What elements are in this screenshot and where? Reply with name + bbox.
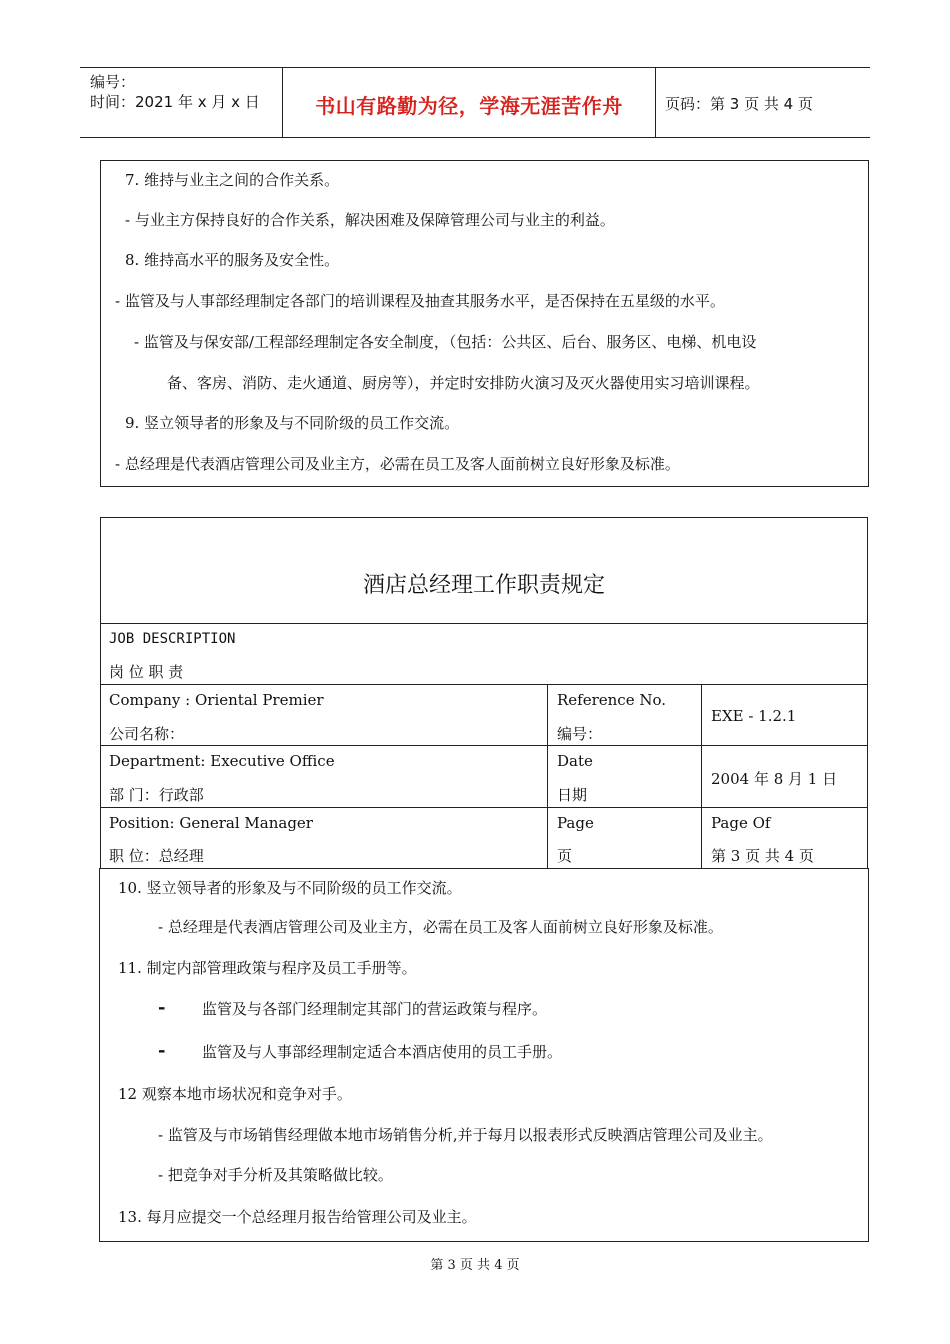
duty-item: 监管及与各部门经理制定其部门的营运政策与程序。 (202, 1000, 548, 1018)
duty-heading: 10. 竖立领导者的形象及与不同阶级的员工作交流。 (118, 879, 462, 897)
reference-cn: 编号： (557, 725, 603, 743)
bullet-dash: - (158, 997, 166, 1018)
department-cn: 部 门：行政部 (109, 786, 204, 804)
reference-value: EXE - 1.2.1 (711, 707, 797, 725)
header-left (90, 72, 260, 112)
page-en: Page (557, 814, 594, 832)
duty-heading: 7. 维持与业主之间的合作关系。 (125, 171, 340, 189)
duties-box-1 (100, 160, 869, 487)
duty-item: - 把竞争对手分析及其策略做比较。 (158, 1166, 393, 1184)
duty-item: - 监管及与人事部经理制定各部门的培训课程及抽查其服务水平，是否保持在五星级的水平。 (115, 292, 725, 310)
page-header (80, 67, 870, 138)
company-en: Company : Oriental Premier (109, 691, 324, 709)
page-cn: 页 (557, 847, 573, 865)
duty-item: 监管及与人事部经理制定适合本酒店使用的员工手册。 (202, 1043, 563, 1061)
page-of-en: Page Of (711, 814, 771, 832)
job-description-cn: 岗 位 职 责 (109, 663, 184, 681)
date-en: Date (557, 752, 593, 770)
duty-heading: 8. 维持高水平的服务及安全性。 (125, 251, 340, 269)
table-rule (101, 684, 867, 685)
document-title: 酒店总经理工作职责规定 (362, 573, 605, 598)
reference-en: Reference No. (557, 691, 667, 709)
duty-heading: 11. 制定内部管理政策与程序及员工手册等。 (118, 959, 417, 977)
duty-item: - 监管及与保安部/工程部经理制定各安全制度，（包括：公共区、后台、服务区、电梯、机电设 (134, 333, 757, 351)
table-rule (701, 684, 702, 868)
duty-item: - 监管及与市场销售经理做本地市场销售分析,并于每月以报表形式反映酒店管理公司及业主。 (158, 1126, 773, 1144)
table-rule (101, 807, 867, 808)
table-rule (101, 745, 867, 746)
position-en: Position: General Manager (109, 814, 313, 832)
code-label: 编号： (90, 73, 136, 91)
header-slogan: 书山有路勤为径，学海无涯苦作舟 (315, 94, 623, 118)
table-rule (547, 684, 548, 868)
duty-heading: 13. 每月应提交一个总经理月报告给管理公司及业主。 (118, 1208, 477, 1226)
duty-heading: 12 观察本地市场状况和竞争对手。 (118, 1085, 352, 1103)
page-of-cn: 第 3 页 共 4 页 (711, 847, 814, 865)
page-footer: 第 3 页 共 4 页 (430, 1258, 520, 1273)
company-cn: 公司名称： (109, 725, 185, 743)
header-divider (655, 68, 656, 137)
date-value: 2004 年 8 月 1 日 (711, 770, 838, 788)
duty-heading: 9. 竖立领导者的形象及与不同阶级的员工作交流。 (125, 414, 460, 432)
bullet-dash: - (158, 1040, 166, 1061)
duties-box-2 (99, 868, 869, 1242)
duty-item: - 与业主方保持良好的合作关系，解决困难及保障管理公司与业主的利益。 (125, 211, 615, 229)
header-page-label: 页码：第 3 页 共 4 页 (665, 95, 813, 113)
time-label: 时间：2021 年 x 月 x 日 (90, 93, 260, 111)
job-description-table (100, 517, 868, 869)
job-description-en: JOB DESCRIPTION (109, 631, 236, 647)
duty-item: - 总经理是代表酒店管理公司及业主方，必需在员工及客人面前树立良好形象及标准。 (158, 918, 723, 936)
date-cn: 日期 (557, 786, 588, 804)
duty-item-continued: 备、客房、消防、走火通道、厨房等），并定时安排防火演习及灭火器使用实习培训课程。 (167, 374, 760, 392)
position-cn: 职 位：总经理 (109, 847, 204, 865)
table-rule (101, 623, 867, 624)
department-en: Department: Executive Office (109, 752, 335, 770)
duty-item: - 总经理是代表酒店管理公司及业主方，必需在员工及客人面前树立良好形象及标准。 (115, 455, 680, 473)
